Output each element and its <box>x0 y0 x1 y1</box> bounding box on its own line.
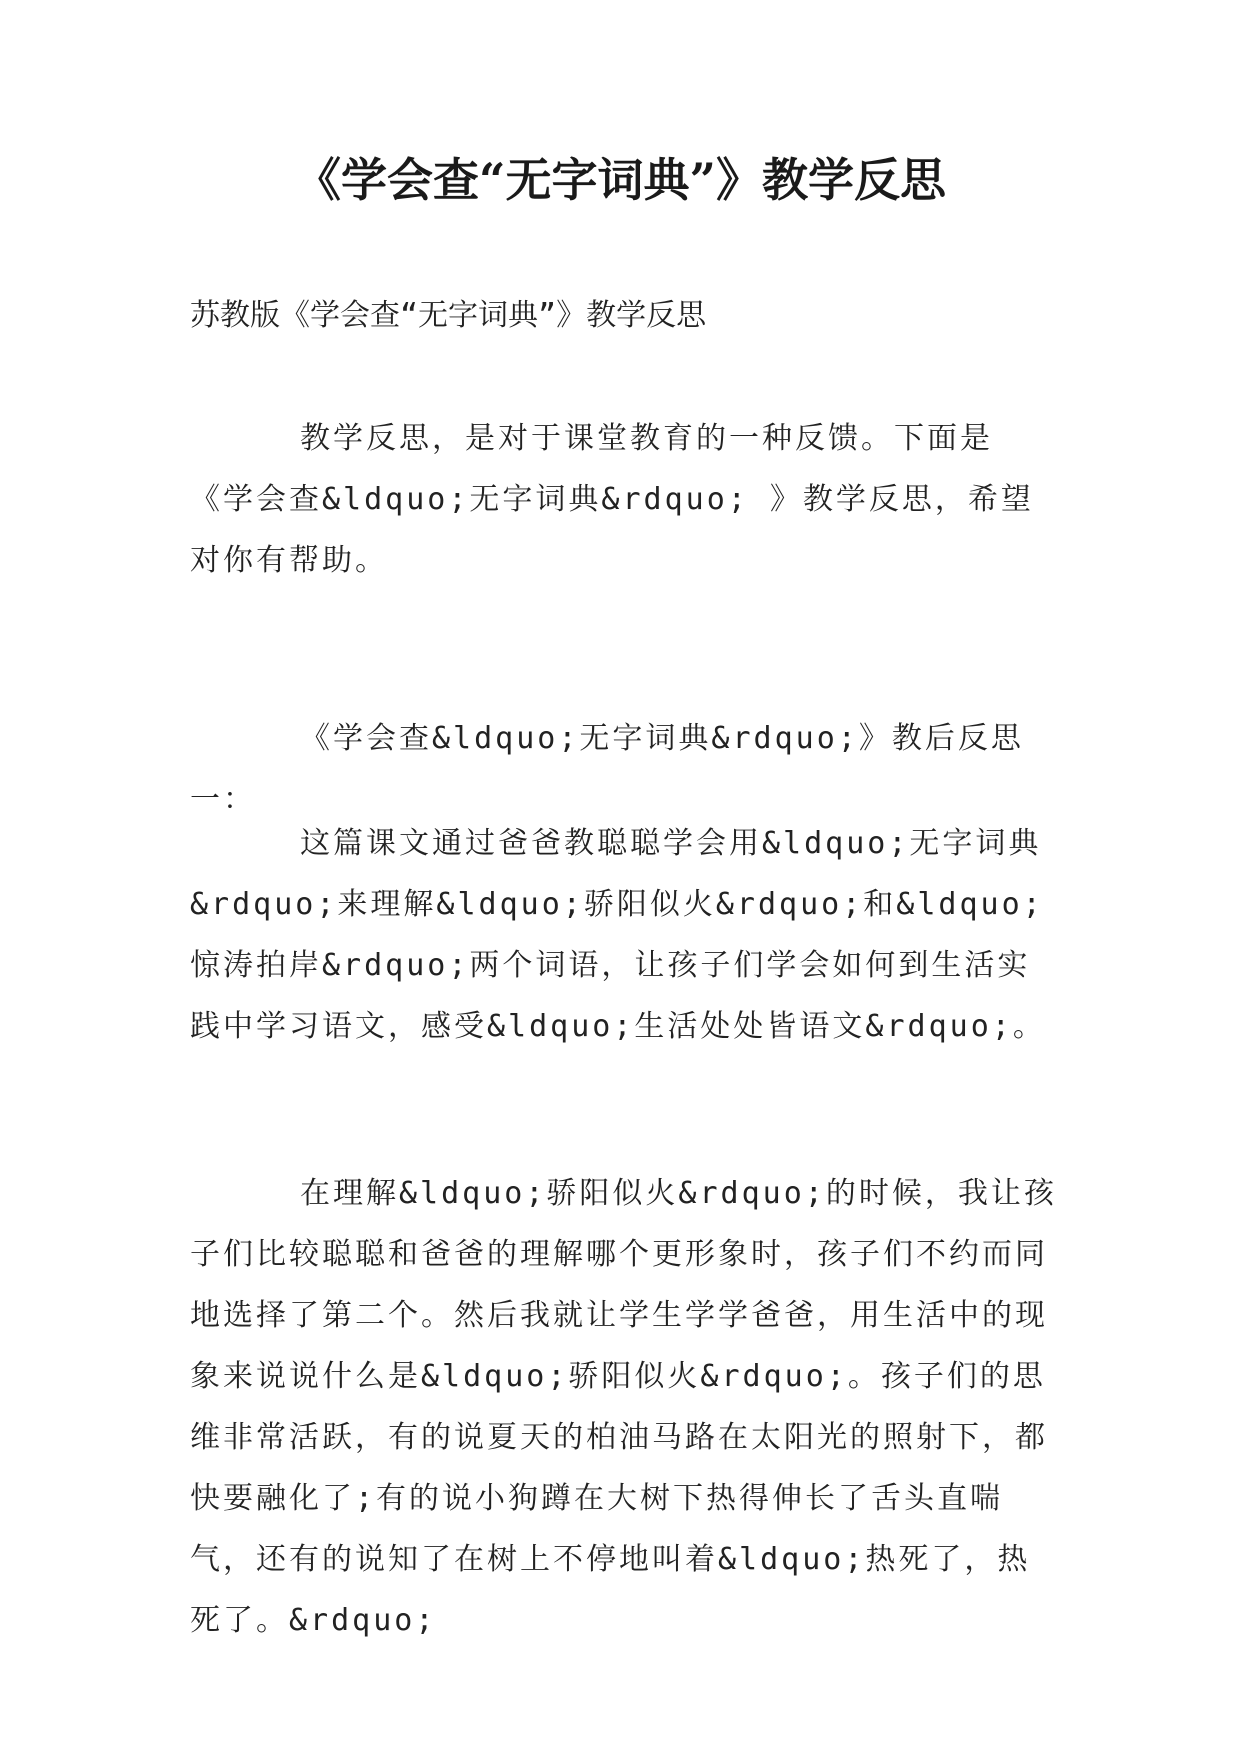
intro-paragraph: 教学反思，是对于课堂教育的一种反馈。下面是《学会查&ldquo;无字词典&rdquo; 》教学反思，希望对你有帮助。 <box>190 421 1034 578</box>
document-subtitle: 苏教版《学会查“无字词典”》教学反思 <box>190 298 707 333</box>
body-paragraph: 这篇课文通过爸爸教聪聪学会用&ldquo;无字词典&rdquo;来理解&ldquo;骄阳似火&rdquo;和&ldquo;惊涛拍岸&rdquo;两个词语，让孩子们学会如何到生活实践中学习语文，感受&ldquo;生活处处皆语文&rdquo;。 <box>190 826 1046 1044</box>
section-heading: 《学会查&ldquo;无字词典&rdquo;》教后反思一： <box>190 721 1024 817</box>
body-paragraph: 在理解&ldquo;骄阳似火&rdquo;的时候，我让孩子们比较聪聪和爸爸的理解哪个更形象时，孩子们不约而同地选择了第二个。然后我就让学生学学爸爸，用生活中的现象来说说什么是&ldquo;骄阳似火&rdquo;。孩子们的思维非常活跃，有的说夏天的柏油马路在太阳光的照射下，都快要融化了;有的说小狗蹲在大树下热得伸长了舌头直喘气，还有的说知了在树上不停地叫着&ldquo;热死了，热死了。&rdquo; <box>190 1176 1057 1638</box>
document-title: 《学会查“无字词典”》教学反思 <box>295 153 946 207</box>
